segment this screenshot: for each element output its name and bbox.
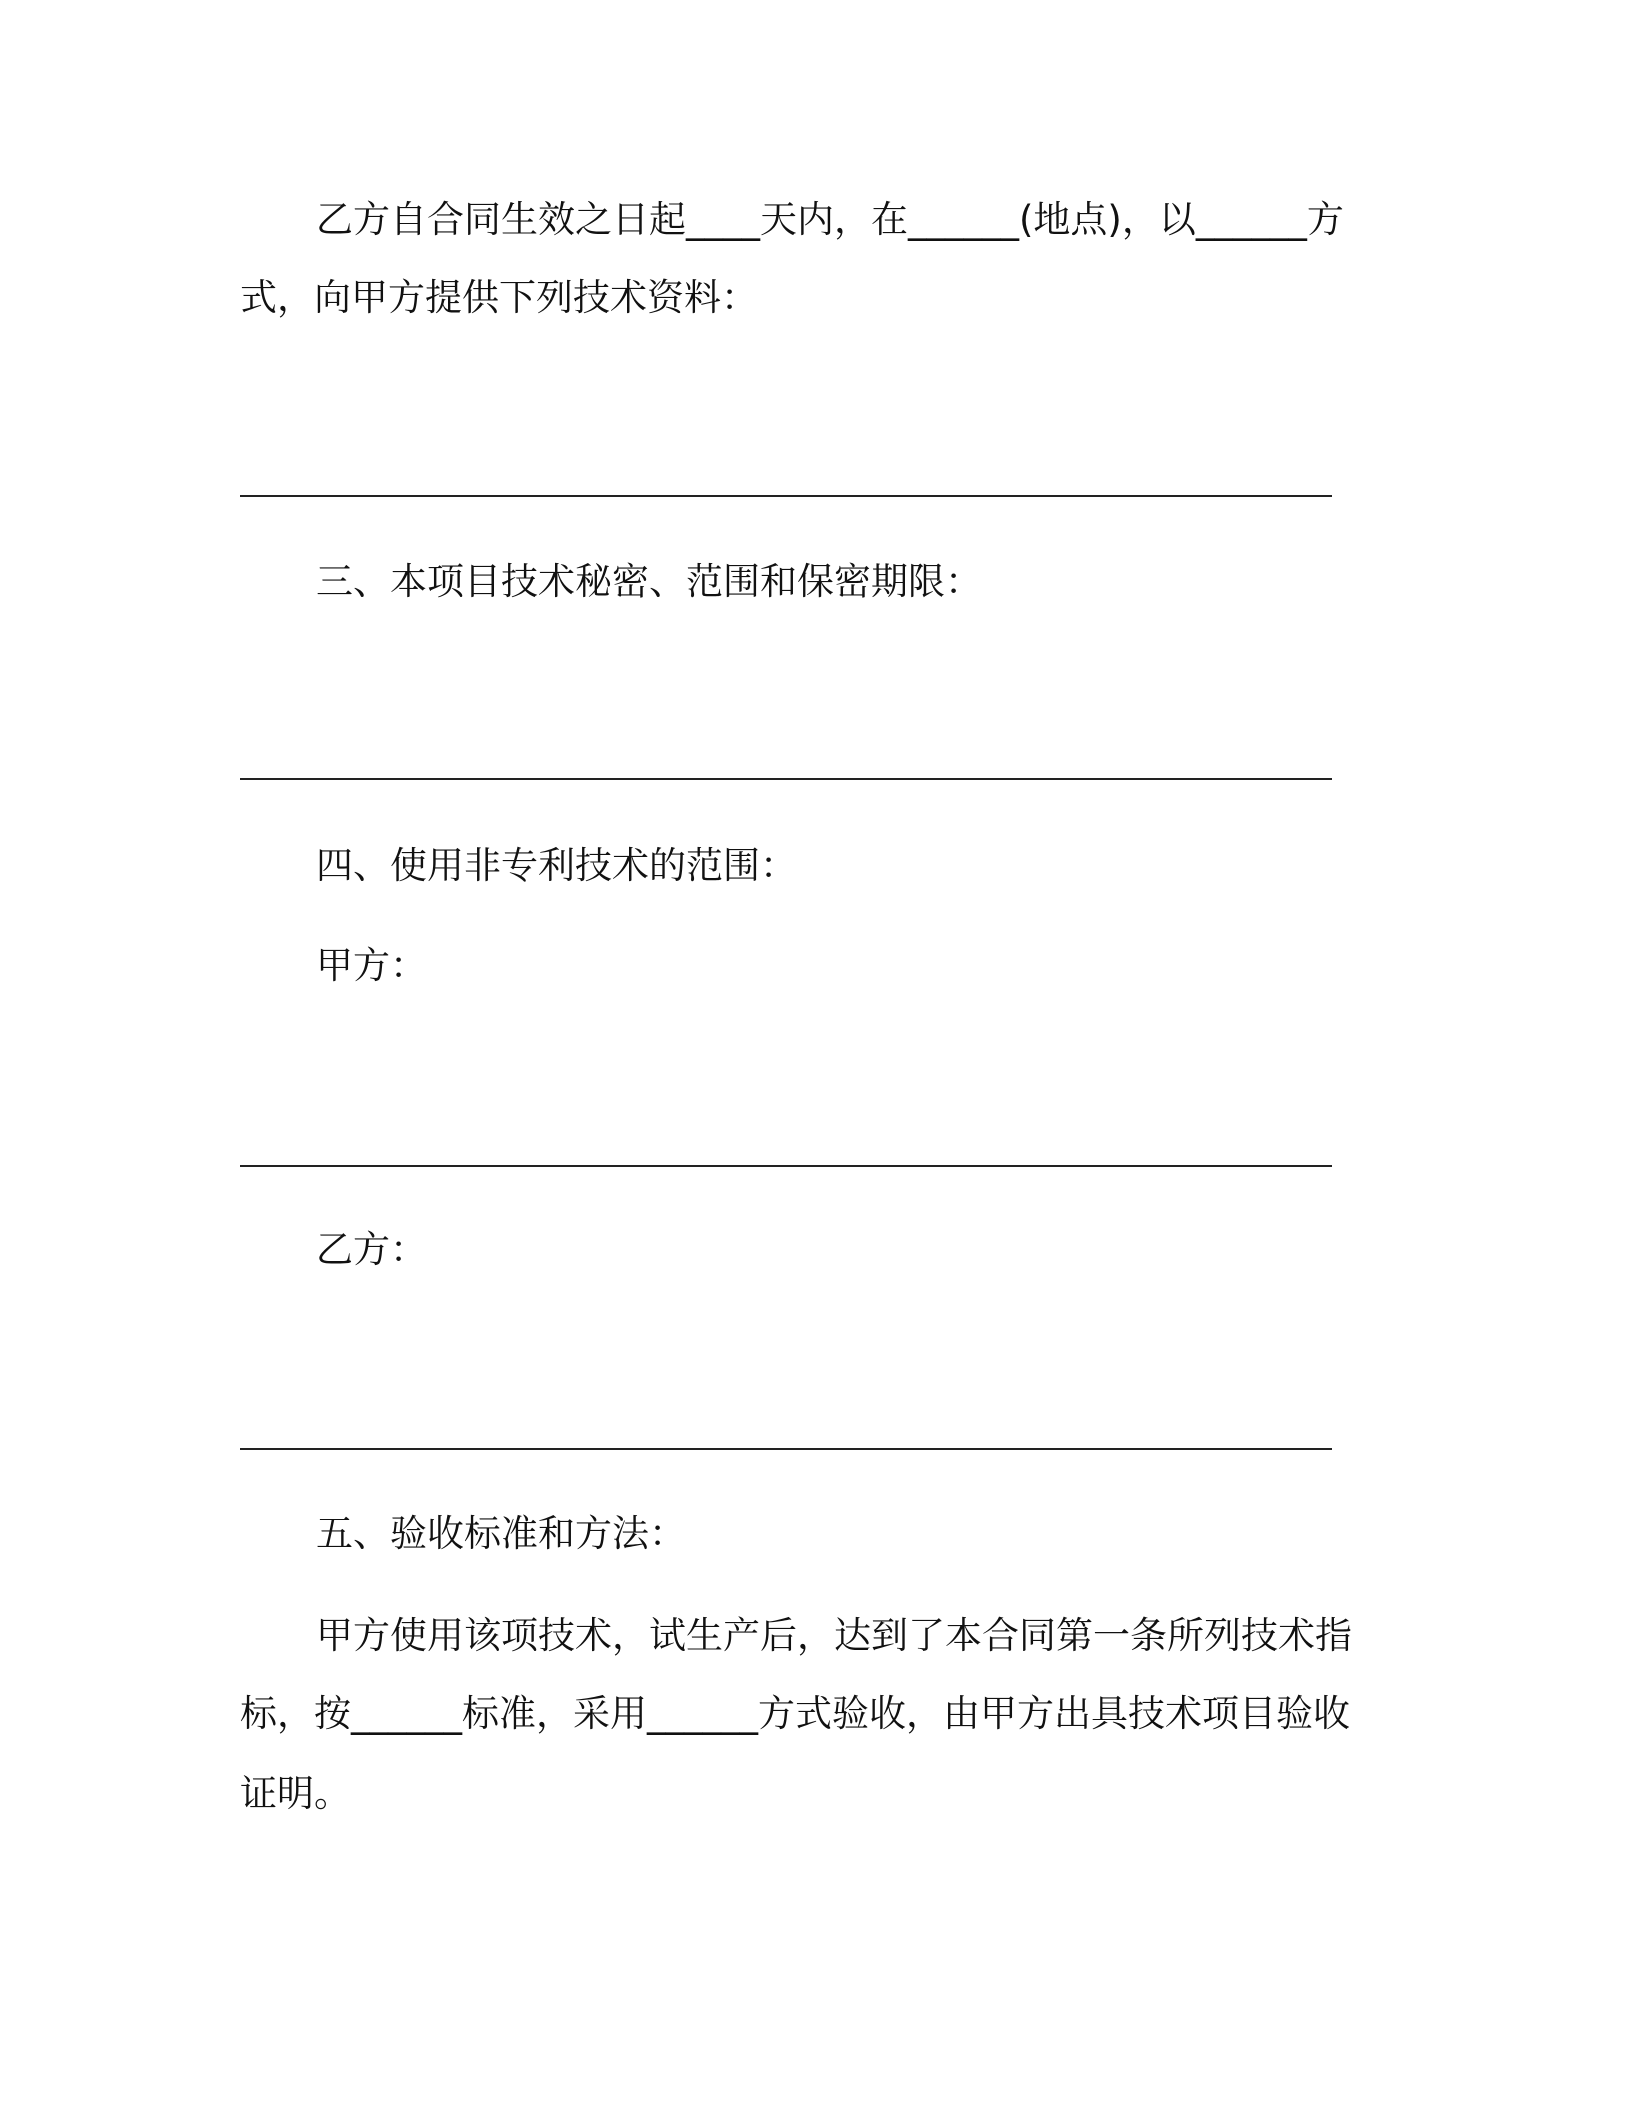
party-b-label: 乙方： xyxy=(316,1228,427,1271)
section-5-heading: 五、验收标准和方法： xyxy=(316,1512,686,1555)
paragraph-acceptance-line-1: 甲方使用该项技术，试生产后，达到了本合同第一条所列技术指 xyxy=(316,1614,1352,1657)
paragraph-acceptance-line-3: 证明。 xyxy=(240,1772,351,1815)
blank-fill-line-3 xyxy=(240,1165,1332,1167)
paragraph-acceptance-line-2: 标，按______标准，采用______方式验收，由甲方出具技术项目验收 xyxy=(240,1692,1350,1735)
party-a-label: 甲方： xyxy=(316,944,427,987)
paragraph-delivery-line-2: 式，向甲方提供下列技术资料： xyxy=(240,276,758,319)
section-4-heading: 四、使用非专利技术的范围： xyxy=(316,844,797,887)
blank-fill-line-4 xyxy=(240,1448,1332,1450)
blank-fill-line-2 xyxy=(240,778,1332,780)
section-3-heading: 三、本项目技术秘密、范围和保密期限： xyxy=(316,560,982,603)
paragraph-delivery-line-1: 乙方自合同生效之日起____天内，在______(地点)，以______方 xyxy=(316,198,1344,241)
blank-fill-line-1 xyxy=(240,495,1332,497)
